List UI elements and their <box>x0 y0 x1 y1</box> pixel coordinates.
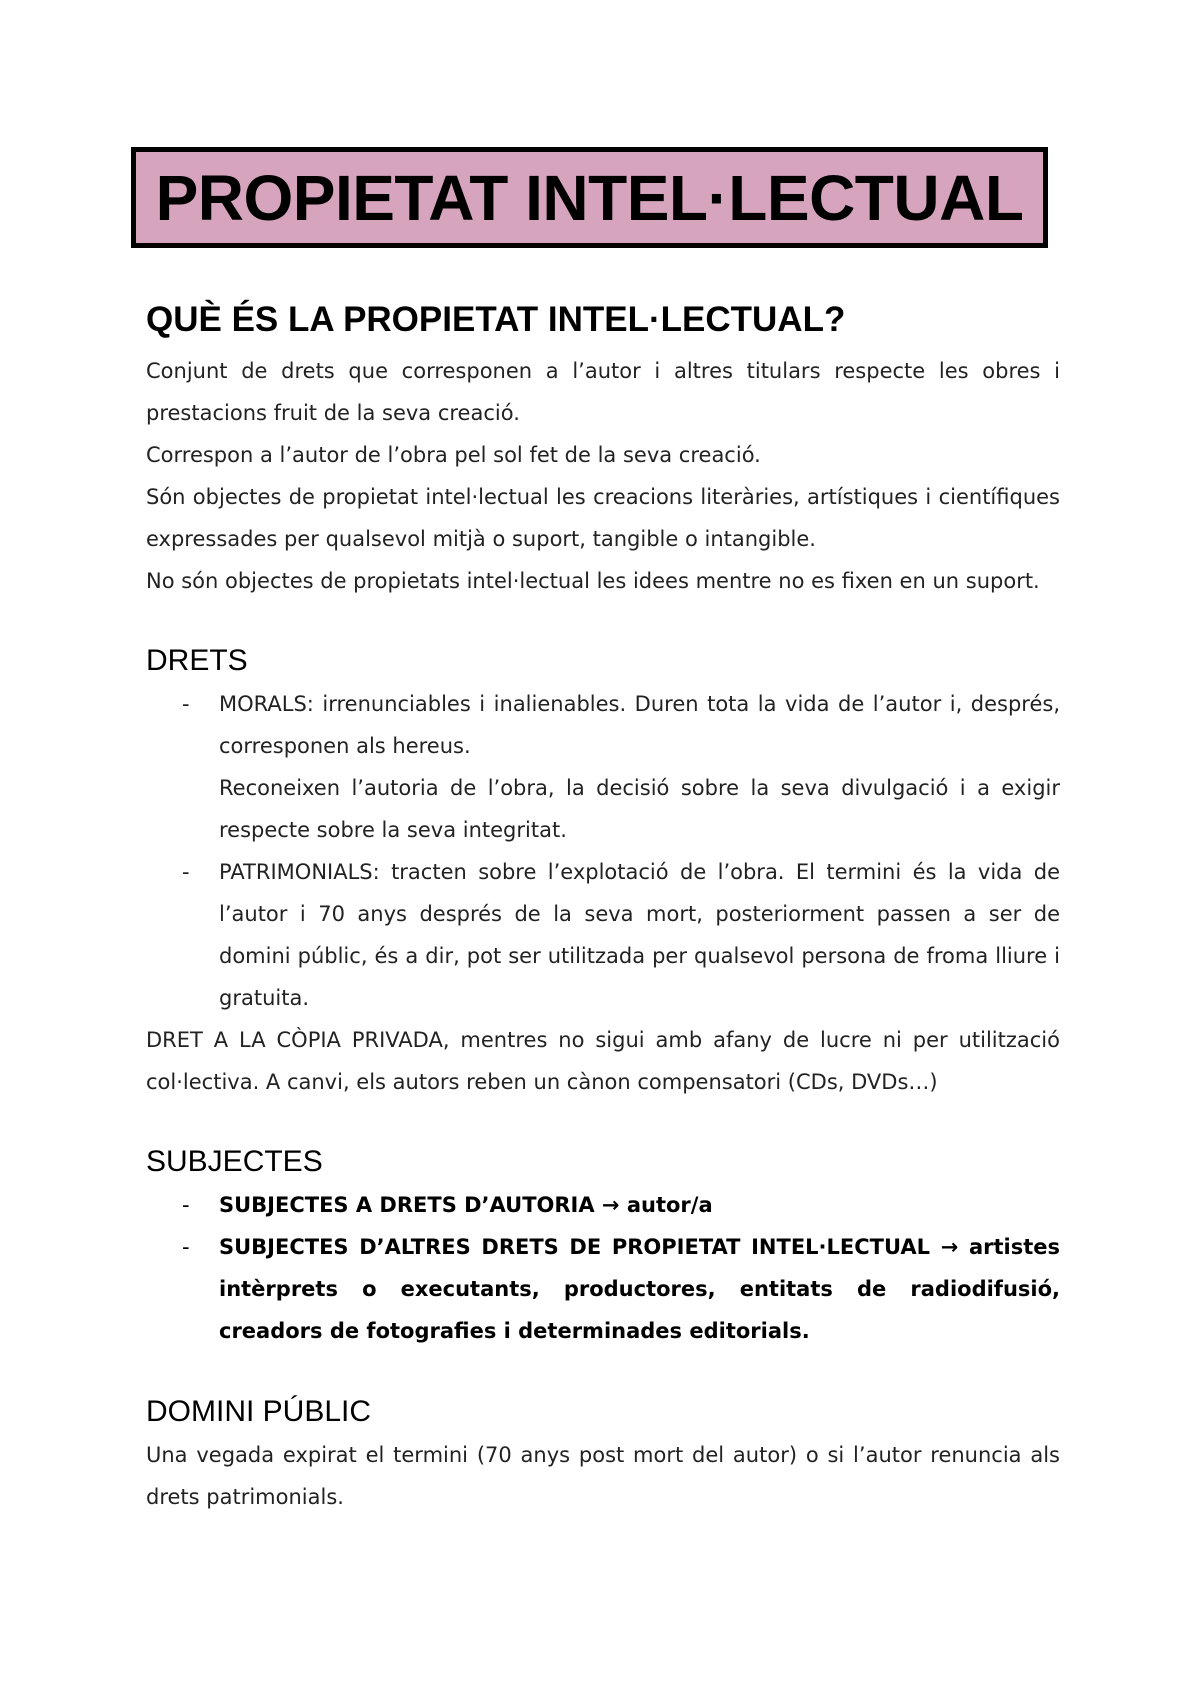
drets-list <box>146 683 1060 1019</box>
document-body <box>146 290 1060 1518</box>
list-item <box>146 1226 1060 1352</box>
subjectes-list <box>146 1184 1060 1352</box>
paragraph: No són objectes de propietats intel·lectual les idees mentre no es fixen en un suport. <box>146 569 1040 593</box>
spacer <box>146 1103 1060 1140</box>
list-item-text: SUBJECTES A DRETS D’AUTORIA → autor/a <box>219 1193 713 1217</box>
list-item-extra: Reconeixen l’autoria de l’obra, la decisió sobre la seva divulgació i a exigir respecte sobre la seva integritat. <box>219 776 1060 842</box>
title-box <box>131 147 1048 248</box>
list-item <box>146 683 1060 851</box>
section-heading-domini: DOMINI PÚBLIC <box>146 1395 372 1428</box>
spacer <box>146 1352 1060 1390</box>
section-heading-drets: DRETS <box>146 644 248 677</box>
dash-bullet: - <box>182 860 190 884</box>
spacer <box>146 602 1060 639</box>
section-heading-what: QUÈ ÉS LA PROPIETAT INTEL·LECTUAL? <box>146 300 846 339</box>
list-item <box>146 851 1060 1019</box>
list-item <box>146 1184 1060 1226</box>
list-item-text: PATRIMONIALS: tracten sobre l’explotació de l’obra. El termini és la vida de l’autor i 70 anys després de la seva mort, posteriorment passen a ser de domini públic, és a dir, pot ser utilitzada per qualsevol persona de froma lliure i gratuita. <box>219 860 1060 1010</box>
paragraph: Una vegada expirat el termini (70 anys post mort del autor) o si l’autor renuncia als drets patrimonials. <box>146 1443 1060 1509</box>
paragraph: Correspon a l’autor de l’obra pel sol fet de la seva creació. <box>146 443 761 467</box>
paragraph: Són objectes de propietat intel·lectual les creacions literàries, artístiques i científiques expressades per qualsevol mitjà o suport, tangible o intangible. <box>146 485 1060 551</box>
dash-bullet: - <box>182 692 190 716</box>
list-item-text: MORALS: irrenunciables i inalienables. Duren tota la vida de l’autor i, després, corresponen als hereus. <box>219 692 1060 758</box>
section-heading-subjectes: SUBJECTES <box>146 1145 323 1178</box>
page-title: PROPIETAT INTEL·LECTUAL <box>155 161 1024 234</box>
dash-bullet: - <box>182 1235 190 1259</box>
dash-bullet: - <box>182 1193 190 1217</box>
paragraph: DRET A LA CÒPIA PRIVADA, mentres no sigui amb afany de lucre ni per utilització col·lectiva. A canvi, els autors reben un cànon compensatori (CDs, DVDs…) <box>146 1028 1060 1094</box>
list-item-text: SUBJECTES D’ALTRES DRETS DE PROPIETAT INTEL·LECTUAL → artistes intèrprets o executants, productores, entitats de radiodifusió, creadors de fotografies i determinades editorials. <box>219 1235 1060 1343</box>
paragraph: Conjunt de drets que corresponen a l’autor i altres titulars respecte les obres i prestacions fruit de la seva creació. <box>146 359 1060 425</box>
